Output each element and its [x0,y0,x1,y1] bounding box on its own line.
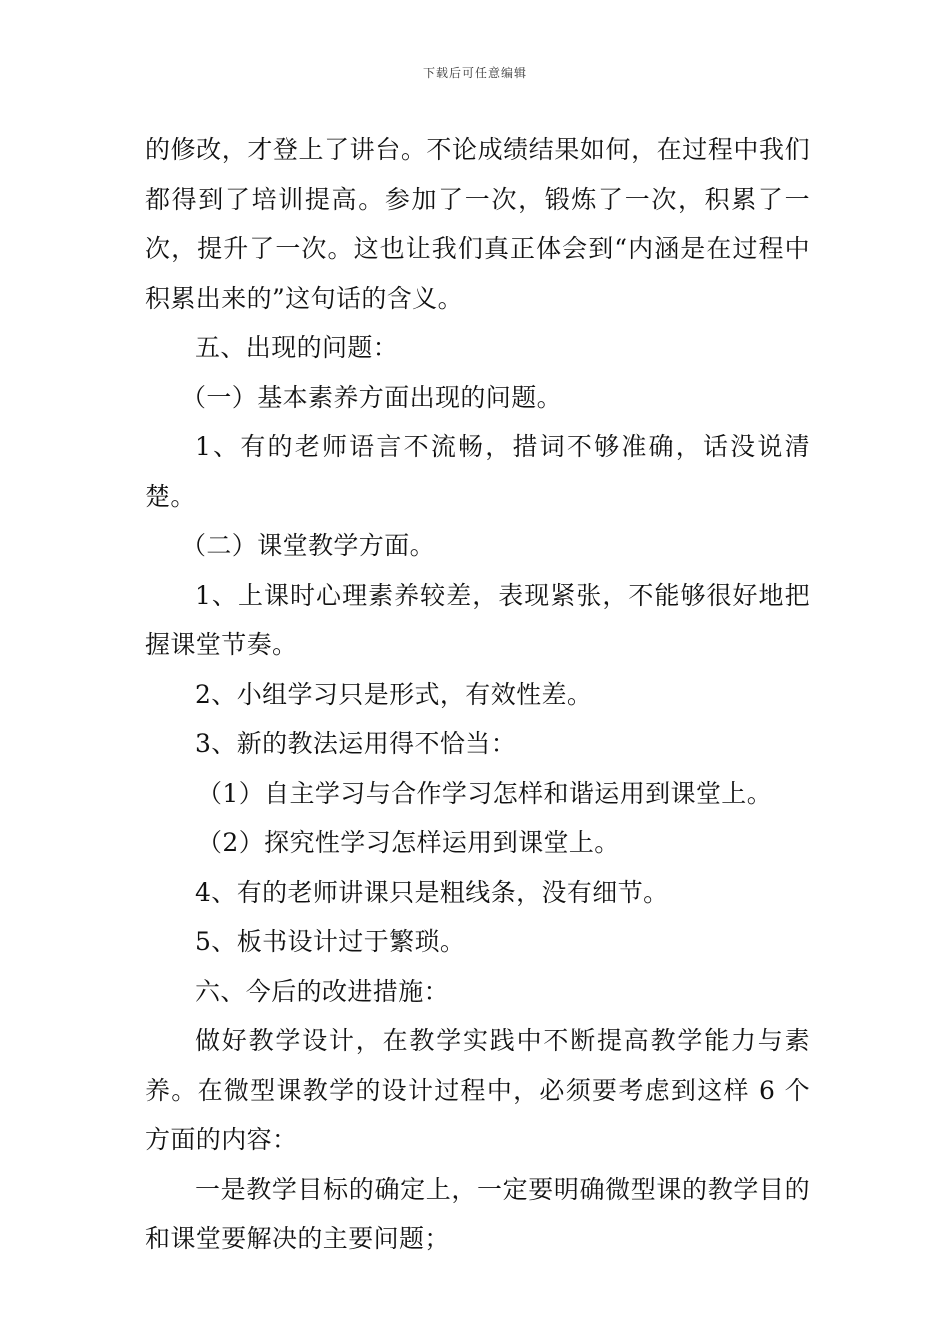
subheading-classroom-teaching: （二）课堂教学方面。 [181,531,436,560]
page-header: 下载后可任意编辑 [422,66,527,80]
section-heading-problems: 五、出现的问题： [195,333,399,362]
list-item: 4、有的老师讲课只是粗线条，没有细节。 [195,877,669,907]
document-body [145,125,810,1264]
list-item: 5、板书设计过于繁琐。 [195,927,466,956]
list-item: 1、有的老师语言不流畅，措词不够准确，话没说清楚。 [145,432,810,511]
paragraph: 做好教学设计，在教学实践中不断提高教学能力与素养。在微型课教学的设计过程中，必须要考虑到这样 6 个方面的内容： [145,1026,810,1154]
paragraph: 一是教学目标的确定上，一定要明确微型课的教学目的和课堂要解决的主要问题； [145,1174,810,1253]
sub-list-item: （1）自主学习与合作学习怎样和谐运用到课堂上。 [197,778,773,808]
list-item: 1、上课时心理素养较差，表现紧张，不能够很好地把握课堂节奏。 [145,580,810,659]
section-heading-improvements: 六、今后的改进措施： [195,976,450,1006]
subheading-basic-quality: （一）基本素养方面出现的问题。 [181,382,563,412]
list-item: 2、小组学习只是形式，有效性差。 [195,679,593,709]
list-item: 3、新的教法运用得不恰当： [195,729,517,758]
paragraph-continuation: 的修改，才登上了讲台。不论成绩结果如何，在过程中我们都得到了培训提高。参加了一次，锻炼了一次，积累了一次，提升了一次。这也让我们真正体会到“内涵是在过程中积累出来的”这句话的含义。 [145,135,810,313]
sub-list-item: （2）探究性学习怎样运用到课堂上。 [197,828,620,857]
